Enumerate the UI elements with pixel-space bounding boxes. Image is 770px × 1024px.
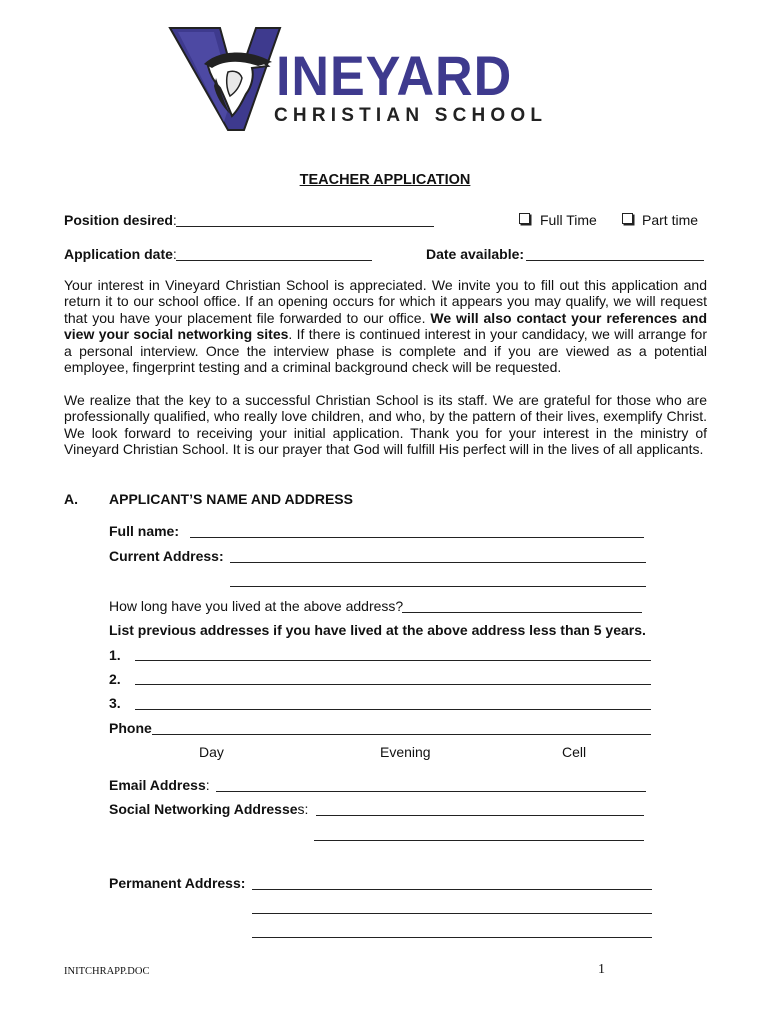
page-title: TEACHER APPLICATION	[299, 172, 471, 188]
part-time-checkbox[interactable]	[622, 213, 633, 224]
social-networking-field-1[interactable]	[316, 815, 644, 816]
current-address-field-2[interactable]	[230, 586, 646, 587]
logo-wordmark: INEYARD	[276, 44, 513, 107]
phone-day-label: Day	[199, 744, 224, 760]
full-name-field[interactable]	[190, 537, 644, 538]
part-time-label: Part time	[642, 212, 699, 228]
section-heading: APPLICANT’S NAME AND ADDRESS	[109, 491, 353, 507]
previous-address-field-2[interactable]	[135, 684, 651, 685]
application-date-label: Application date:	[64, 246, 177, 262]
permanent-address-field-2[interactable]	[252, 913, 652, 914]
email-label: Email Address:	[109, 777, 210, 793]
social-networking-label: Social Networking Addresses:	[109, 801, 309, 817]
current-address-field-1[interactable]	[230, 562, 646, 563]
permanent-address-field-1[interactable]	[252, 889, 652, 890]
mission-paragraph: We realize that the key to a successful Christian School is its staff. We are grateful for those who are professionally qualified, who really love children, and who, by the pattern of their lives, exemplify Christ. We look forward to receiving your initial application. Thank you for your interest in the ministry of Vineyard Christian School. It is our prayer that God will fulfill His perfect will in the lives of all applicants.	[64, 392, 707, 458]
date-available-label: Date available:	[426, 246, 525, 262]
full-time-checkbox[interactable]	[519, 213, 530, 224]
intro-paragraph: Your interest in Vineyard Christian School is appreciated. We invite you to fill out this application and return it to our school office. If an opening occurs for which it appears you may qualify, we will request that you have your placement file forwarded to our office. We will also contact your references and view your social networking sites. If there is continued interest in your candidacy, we will arrange for a personal interview. Once the interview phase is complete and if you are viewed as a potential employee, fingerprint testing and a criminal background check will be requested.	[64, 277, 708, 376]
section-letter: A.	[64, 491, 78, 507]
logo-subtitle: CHRISTIAN SCHOOL	[274, 105, 548, 126]
position-desired-label: Position desired:	[64, 212, 177, 228]
full-time-label: Full Time	[540, 212, 597, 228]
phone-label: Phone	[109, 720, 152, 736]
previous-address-number-2: 2.	[109, 671, 121, 687]
phone-evening-label: Evening	[380, 744, 431, 760]
current-address-label: Current Address:	[109, 548, 224, 564]
full-name-label: Full name:	[109, 523, 180, 539]
previous-address-number-3: 3.	[109, 695, 121, 711]
application-date-field[interactable]	[176, 260, 372, 261]
previous-address-field-3[interactable]	[135, 709, 651, 710]
how-long-field[interactable]	[402, 612, 642, 613]
position-desired-field[interactable]	[176, 226, 434, 227]
phone-field[interactable]	[152, 734, 651, 735]
how-long-label: How long have you lived at the above address?	[109, 598, 404, 614]
date-available-field[interactable]	[526, 260, 704, 261]
permanent-address-label: Permanent Address:	[109, 875, 246, 891]
footer-filename: INITCHRAPP.DOC	[64, 966, 150, 977]
previous-addresses-note: List previous addresses if you have lived at the above address less than 5 years.	[109, 622, 646, 638]
phone-cell-label: Cell	[562, 744, 587, 760]
previous-address-field-1[interactable]	[135, 660, 651, 661]
social-networking-field-2[interactable]	[314, 840, 644, 841]
email-field[interactable]	[216, 791, 646, 792]
previous-address-number-1: 1.	[109, 647, 121, 663]
permanent-address-field-3[interactable]	[252, 937, 652, 938]
page-number: 1	[598, 962, 605, 977]
